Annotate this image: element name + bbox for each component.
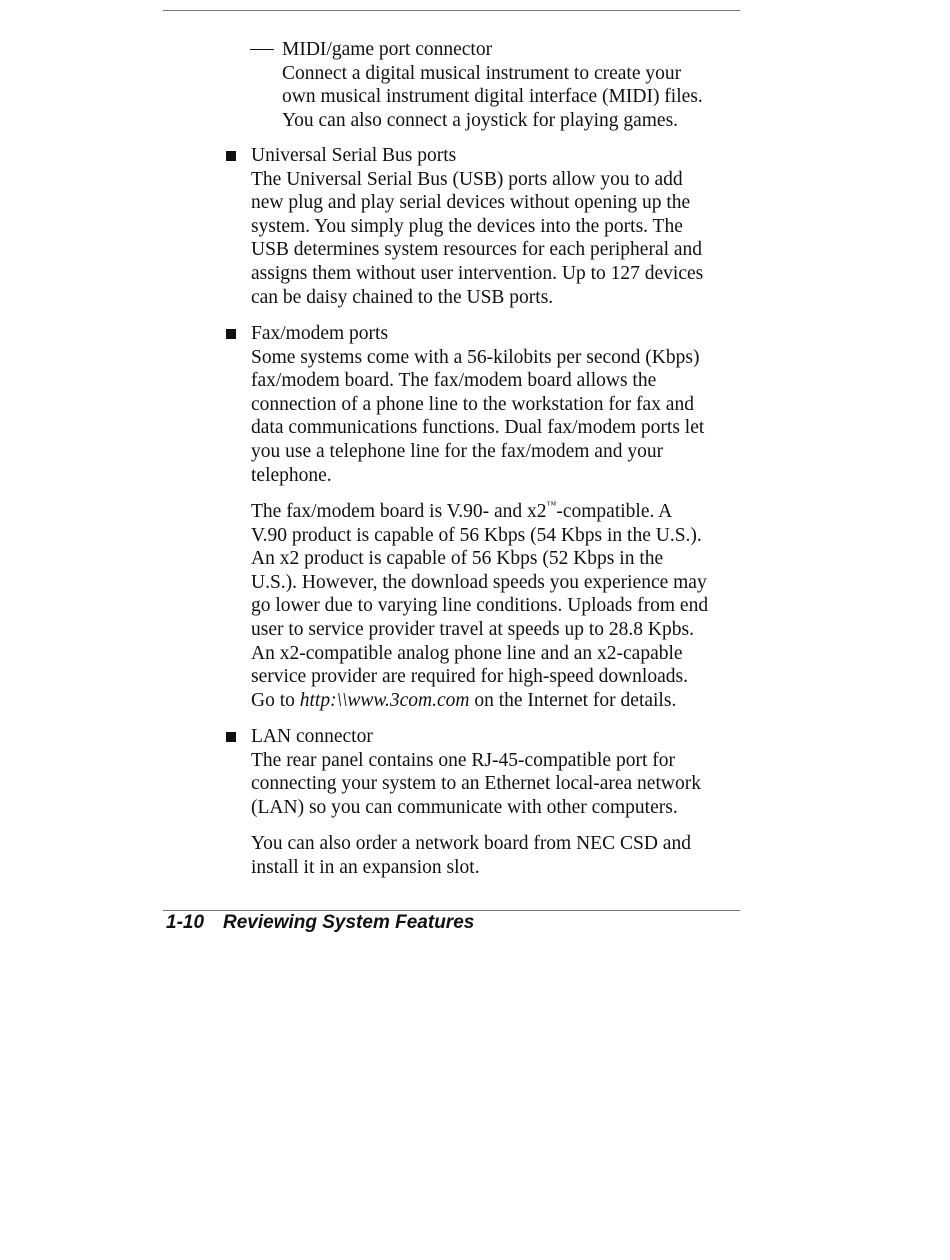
text-line: You can also order a network board from NEC CSD and (251, 833, 691, 854)
text-line: An x2-compatible analog phone line and an x2-capable (251, 642, 683, 664)
trademark-mark: ™ (546, 500, 557, 511)
url-link[interactable]: http:\\www.3com.com (299, 689, 470, 711)
fax-description (251, 346, 704, 488)
text-line: Some systems come with a 56-kilobits per second (Kbps) (251, 346, 700, 368)
text-line: An x2 product is capable of 56 Kbps (52 Kbps in the (251, 548, 664, 570)
text-line: connecting your system to an Ethernet local-area network (251, 773, 701, 795)
fax-heading: Fax/modem ports (251, 323, 389, 344)
text-line: assigns them without user intervention. Up to 127 devices (251, 262, 704, 284)
text-line: go lower due to varying line conditions. Uploads from end (251, 595, 709, 617)
text-line: install it in an expansion slot. (251, 856, 480, 878)
page-number: 1-10 (166, 912, 205, 933)
text-line: user to service provider travel at speeds up to 28.8 Kpbs. (251, 618, 694, 640)
chapter-title: Reviewing System Features (223, 912, 475, 933)
text-line: U.S.). However, the download speeds you experience may (251, 571, 707, 593)
midi-heading: MIDI/game port connector (282, 39, 493, 60)
text-line: The Universal Serial Bus (USB) ports allow you to add (251, 168, 683, 190)
text-line (251, 689, 708, 713)
square-bullet-icon (226, 732, 236, 742)
text-line: You can also connect a joystick for playing games. (282, 109, 679, 131)
text-line (251, 500, 708, 524)
fax-compatibility-paragraph (251, 500, 708, 712)
usb-description (251, 168, 703, 310)
text-line: fax/modem board. The fax/modem board allows the (251, 370, 657, 392)
header-rule (163, 10, 740, 11)
text-line: (LAN) so you can communicate with other computers. (251, 796, 678, 818)
text-line: V.90 product is capable of 56 Kbps (54 Kbps in the U.S.). (251, 524, 702, 546)
midi-description (282, 62, 703, 133)
text-line: you use a telephone line for the fax/modem and your (251, 440, 664, 462)
lan-description (251, 749, 701, 820)
text-line: Connect a digital musical instrument to create your (282, 62, 682, 84)
text-line: own musical instrument digital interface (MIDI) files. (282, 86, 703, 108)
text-line: USB determines system resources for each peripheral and (251, 239, 703, 261)
text-fragment: on the Internet for details. (469, 689, 677, 711)
text-line: The rear panel contains one RJ-45-compatible port for (251, 749, 675, 771)
text-line: telephone. (251, 464, 332, 486)
lan-heading: LAN connector (251, 726, 373, 747)
text-line: service provider are required for high-speed downloads. (251, 666, 688, 688)
usb-heading: Universal Serial Bus ports (251, 145, 457, 166)
dash-marker (250, 49, 274, 50)
text-fragment: -compatible. A (556, 501, 673, 522)
text-line: connection of a phone line to the workstation for fax and (251, 393, 694, 415)
text-line: data communications functions. Dual fax/modem ports let (251, 417, 705, 439)
text-line: system. You simply plug the devices into the ports. The (251, 215, 683, 237)
text-fragment: The fax/modem board is V.90- and x2 (251, 501, 547, 522)
page-footer (166, 911, 474, 935)
text-fragment: Go to (251, 689, 300, 711)
text-line: can be daisy chained to the USB ports. (251, 286, 554, 308)
lan-network-board-paragraph (251, 832, 691, 879)
text-line: new plug and play serial devices without opening up the (251, 192, 691, 214)
square-bullet-icon (226, 329, 236, 339)
square-bullet-icon (226, 151, 236, 161)
